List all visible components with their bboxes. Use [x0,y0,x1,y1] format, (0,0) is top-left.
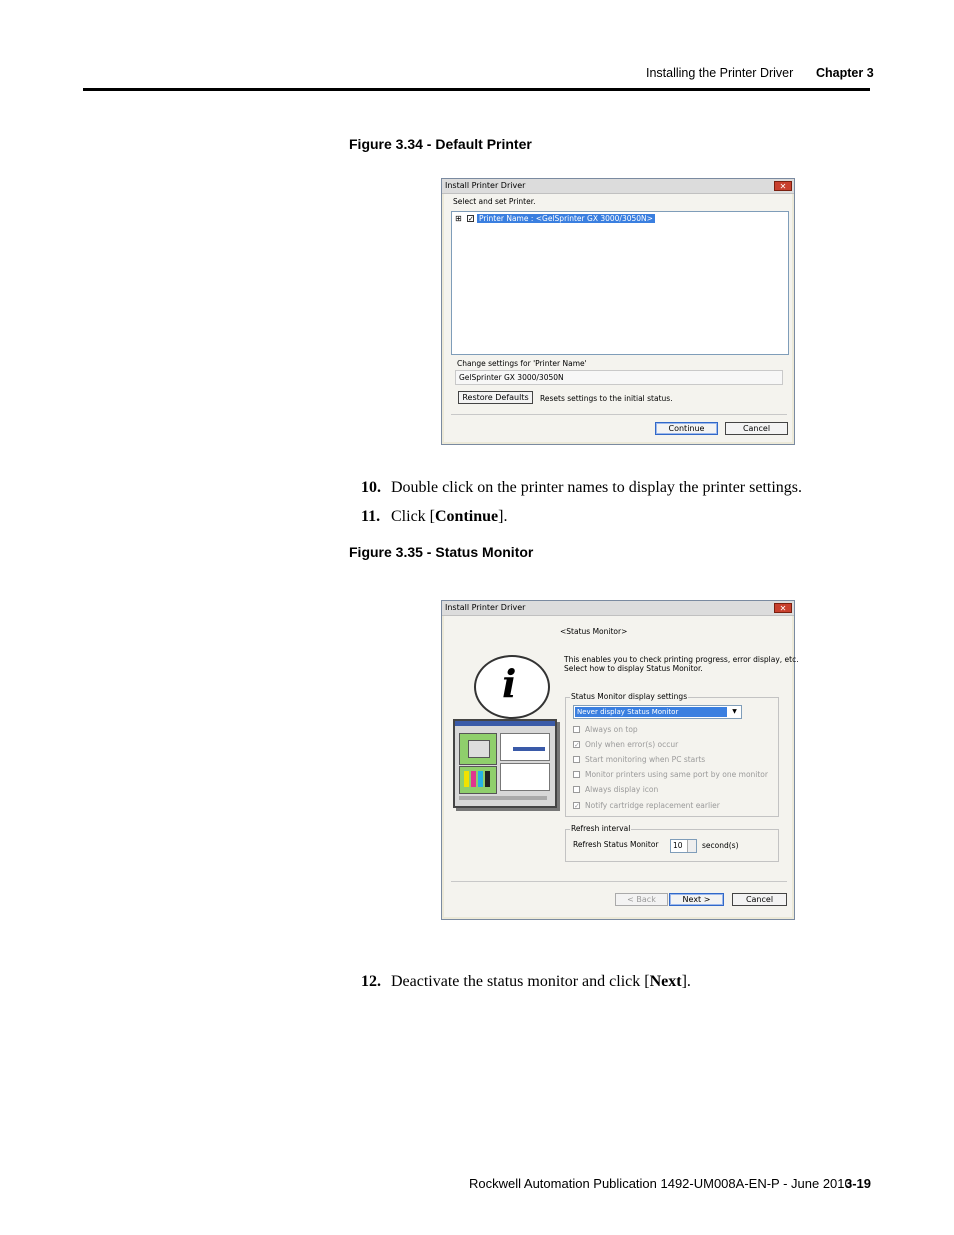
dialog-body [444,194,792,442]
install-printer-driver-dialog-1 [441,178,795,445]
option-label: Start monitoring when PC starts [585,755,706,764]
figure-caption-default-printer: Figure 3.34 - Default Printer [349,136,532,152]
always-display-icon-checkbox[interactable] [573,786,580,793]
figure-caption-status-monitor: Figure 3.35 - Status Monitor [349,544,534,560]
printer-field-value: GelSprinter GX 3000/3050N [459,373,564,382]
refresh-interval-group [565,824,779,862]
dialog-titlebar [442,179,794,194]
change-settings-label: Change settings for 'Printer Name' [457,359,587,368]
dialog-title: Install Printer Driver [445,603,526,612]
restore-defaults-button[interactable]: Restore Defaults [458,391,533,404]
refresh-status-monitor-label: Refresh Status Monitor [573,840,659,849]
info-glyph: i [502,661,517,706]
refresh-unit: second(s) [702,841,739,850]
step-text: Double click on the printer names to display the printer settings. [391,479,803,496]
step-text-end: ]. [681,973,691,990]
option-label: Notify cartridge replacement earlier [585,801,720,810]
dialog-body [444,616,799,917]
description-line-2: Select how to display Status Monitor. [564,664,703,673]
continue-button[interactable]: Continue [655,422,718,435]
refresh-interval-spinner[interactable] [670,839,697,853]
printer-name-item[interactable]: Printer Name : <GelSprinter GX 3000/3050N> [479,214,653,223]
close-icon[interactable]: ✕ [774,181,792,191]
monitor-same-port-checkbox[interactable] [573,771,580,778]
spinner-arrows-icon[interactable] [687,840,696,852]
ink-cartridges-icon [459,766,497,794]
close-icon[interactable]: ✕ [774,603,792,613]
status-monitor-dropdown[interactable] [573,705,742,719]
start-monitoring-checkbox[interactable] [573,756,580,763]
step-text: Click [ [391,508,435,525]
dialog-titlebar [442,601,794,616]
option-label: Monitor printers using same port by one monitor [585,770,768,779]
option-label: Always on top [585,725,638,734]
cancel-button[interactable]: Cancel [732,893,787,906]
option-label: Only when error(s) occur [585,740,679,749]
footer-page-number: 3-19 [845,1176,872,1191]
step-11 [361,508,507,526]
step-number: 12. [361,973,381,990]
step-12 [361,973,691,991]
status-monitor-window-illustration [453,719,557,808]
description-line-1: This enables you to check printing progress, error display, etc. [564,655,799,664]
step-bold-text: Continue [435,508,499,525]
printer-icon [459,733,497,765]
info-bubble-icon [474,655,550,719]
step-bold-text: Next [649,973,682,990]
notify-cartridge-checkbox[interactable]: ✓ [574,802,580,810]
step-number: 11. [361,508,381,525]
display-settings-group-label: Status Monitor display settings [571,692,688,701]
printer-name-field[interactable] [455,370,783,385]
status-monitor-heading: <Status Monitor> [560,627,628,636]
dialog-title: Install Printer Driver [445,181,526,190]
cancel-button[interactable]: Cancel [725,422,788,435]
header-rule [83,88,870,91]
step-10 [361,479,802,497]
running-header-section: Installing the Printer Driver [646,66,794,80]
dropdown-selected-value: Never display Status Monitor [575,707,727,717]
always-on-top-checkbox[interactable] [573,726,580,733]
step-text: Deactivate the status monitor and click [ [391,973,650,990]
back-button[interactable]: < Back [615,893,668,906]
step-number: 10. [361,479,381,496]
refresh-interval-value: 10 [673,841,683,850]
footer-publication: Rockwell Automation Publication 1492-UM008A-EN-P - June 2010 [469,1176,852,1191]
step-text-end: ]. [498,508,508,525]
separator [451,414,787,415]
restore-defaults-hint: Resets settings to the initial status. [540,394,673,403]
separator [451,881,787,882]
only-when-errors-checkbox[interactable]: ✓ [574,741,580,749]
chevron-down-icon[interactable]: ▼ [732,708,737,715]
running-header-chapter: Chapter 3 [816,66,874,80]
expand-tree-icon[interactable]: ⊞ [455,214,462,223]
option-label: Always display icon [585,785,659,794]
instruction-text: Select and set Printer. [453,197,536,206]
install-printer-driver-dialog-2 [441,600,799,920]
next-button[interactable]: Next > [669,893,724,906]
refresh-interval-group-label: Refresh interval [571,824,631,833]
printer-tree-list[interactable] [451,211,789,355]
printer-checkbox[interactable]: ✓ [468,215,474,223]
